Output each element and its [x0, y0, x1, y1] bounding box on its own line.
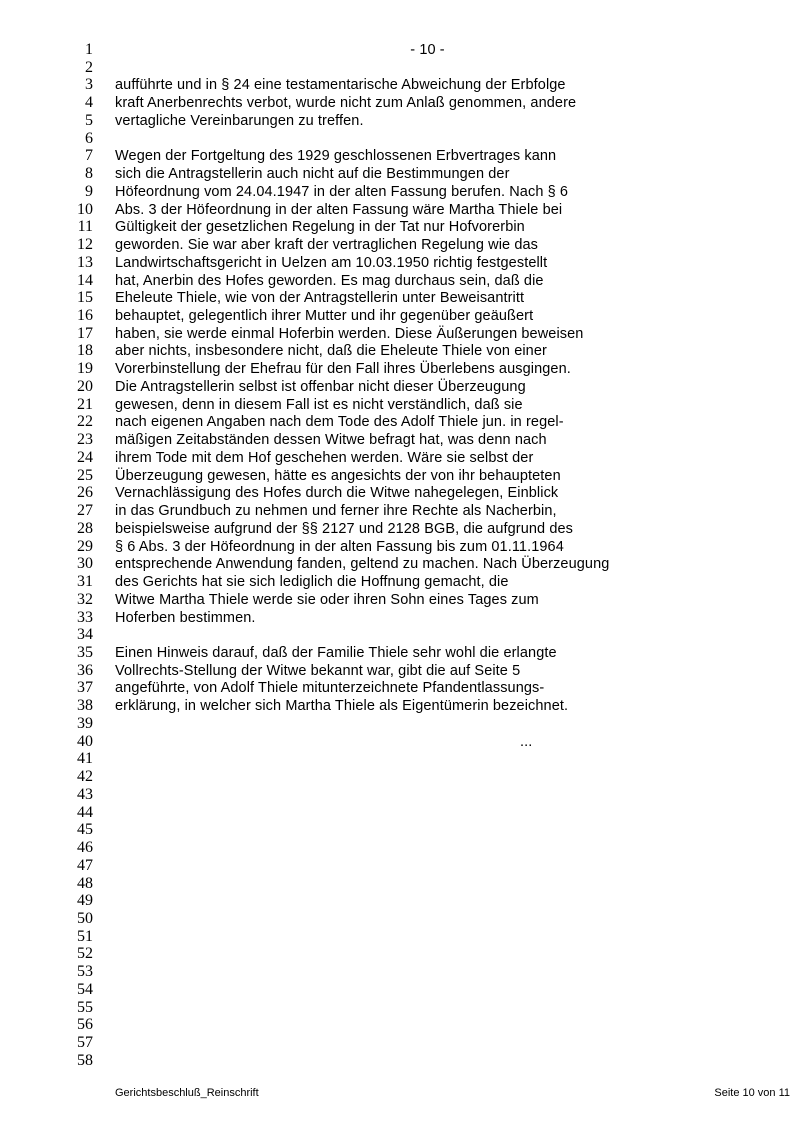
line-text: vertagliche Vereinbarungen zu treffen.: [115, 112, 364, 129]
line-row: [0, 272, 806, 290]
line-row: [0, 609, 806, 627]
line-row: [0, 325, 806, 343]
line-text: - 10 -: [410, 42, 445, 58]
line-row: [0, 183, 806, 201]
line-number: 35: [77, 643, 93, 661]
line-row: [0, 1034, 806, 1052]
line-number: 40: [77, 732, 93, 750]
line-text: aber nichts, insbesondere nicht, daß die Eheleute Thiele von einer: [115, 343, 547, 360]
line-row: [0, 484, 806, 502]
line-number: 8: [85, 165, 93, 183]
page-footer: [115, 1087, 790, 1100]
line-number: 6: [85, 129, 93, 147]
line-number: 21: [77, 395, 93, 413]
line-text: Landwirtschaftsgericht in Uelzen am 10.03.1950 richtig festgestellt: [115, 254, 548, 271]
line-row: [0, 413, 806, 431]
line-text: Eheleute Thiele, wie von der Antragstellerin unter Beweisantritt: [115, 290, 525, 307]
line-row: [0, 236, 806, 254]
line-text: des Gerichts hat sie sich lediglich die Hoffnung gemacht, die: [115, 574, 509, 591]
line-text: Einen Hinweis darauf, daß der Familie Thiele sehr wohl die erlangte: [115, 644, 557, 661]
line-number: 45: [77, 821, 93, 839]
line-text: Witwe Martha Thiele werde sie oder ihren Sohn eines Tages zum: [115, 591, 539, 608]
line-number: 47: [77, 856, 93, 874]
line-number: 44: [77, 803, 93, 821]
line-number: 54: [77, 980, 93, 998]
line-row: [0, 910, 806, 928]
line-number: 38: [77, 697, 93, 715]
line-text: geworden. Sie war aber kraft der vertraglichen Regelung wie das: [115, 237, 538, 254]
line-number: 32: [77, 590, 93, 608]
line-number: 56: [77, 1016, 93, 1034]
line-number: 2: [85, 58, 93, 76]
line-number: 23: [77, 431, 93, 449]
line-row: [0, 94, 806, 112]
line-number: 31: [77, 573, 93, 591]
line-number: 49: [77, 892, 93, 910]
line-number: 5: [85, 111, 93, 129]
line-row: [0, 999, 806, 1017]
line-row: [0, 662, 806, 680]
document-body: [0, 41, 806, 1070]
line-text: nach eigenen Angaben nach dem Tode des Adolf Thiele jun. in regel-: [115, 414, 564, 431]
line-row: [0, 733, 806, 751]
line-row: [0, 289, 806, 307]
line-number: 52: [77, 945, 93, 963]
line-row: [0, 981, 806, 999]
line-row: [0, 112, 806, 130]
line-row: [0, 431, 806, 449]
line-number: 10: [77, 200, 93, 218]
line-number: 37: [77, 679, 93, 697]
line-text: Die Antragstellerin selbst ist offenbar nicht dieser Überzeugung: [115, 378, 526, 395]
line-text: ihrem Tode mit dem Hof geschehen werden. Wäre sie selbst der: [115, 449, 534, 466]
line-row: [0, 750, 806, 768]
line-number: 43: [77, 785, 93, 803]
line-row: [0, 147, 806, 165]
line-number: 17: [77, 324, 93, 342]
line-row: [0, 555, 806, 573]
line-row: [0, 396, 806, 414]
line-row: [0, 786, 806, 804]
line-row: [0, 254, 806, 272]
line-number: 58: [77, 1051, 93, 1069]
line-text: aufführte und in § 24 eine testamentarische Abweichung der Erbfolge: [115, 77, 566, 94]
line-number: 14: [77, 271, 93, 289]
line-row: [0, 342, 806, 360]
line-text: beispielsweise aufgrund der §§ 2127 und 2128 BGB, die aufgrund des: [115, 520, 574, 537]
line-number: 20: [77, 377, 93, 395]
line-row: [0, 768, 806, 786]
line-number: 46: [77, 839, 93, 857]
line-number: 15: [77, 289, 93, 307]
line-text: Gültigkeit der gesetzlichen Regelung in der Tat nur Hofvorerbin: [115, 219, 525, 236]
line-number: 25: [77, 466, 93, 484]
line-row: [0, 892, 806, 910]
line-number: 1: [85, 41, 93, 58]
line-row: [0, 591, 806, 609]
line-number: 53: [77, 963, 93, 981]
line-row: [0, 715, 806, 733]
line-number: 26: [77, 484, 93, 502]
line-number: 19: [77, 360, 93, 378]
line-text: in das Grundbuch zu nehmen und ferner ihre Rechte als Nacherbin,: [115, 503, 557, 520]
line-text: Überzeugung gewesen, hätte es angesichts der von ihr behaupteten: [115, 467, 561, 484]
line-number: 3: [85, 76, 93, 94]
line-row: [0, 945, 806, 963]
line-number: 18: [77, 342, 93, 360]
line-number: 29: [77, 537, 93, 555]
line-number: 50: [77, 909, 93, 927]
line-text: hat, Anerbin des Hofes geworden. Es mag durchaus sein, daß die: [115, 272, 544, 289]
line-row: [0, 201, 806, 219]
line-number: 7: [85, 147, 93, 165]
line-text: Hoferben bestimmen.: [115, 609, 256, 626]
line-number: 41: [77, 750, 93, 768]
line-row: [0, 378, 806, 396]
line-row: [0, 679, 806, 697]
line-number: 39: [77, 714, 93, 732]
line-row: [0, 821, 806, 839]
line-row: [0, 1052, 806, 1070]
line-text: § 6 Abs. 3 der Höfeordnung in der alten Fassung bis zum 01.11.1964: [115, 538, 564, 555]
line-row: [0, 963, 806, 981]
line-row: [0, 875, 806, 893]
line-text: Vollrechts-Stellung der Witwe bekannt war, gibt die auf Seite 5: [115, 662, 521, 679]
line-text: Vernachlässigung des Hofes durch die Witwe nahegelegen, Einblick: [115, 485, 559, 502]
line-text: Höfeordnung vom 24.04.1947 in der alten Fassung berufen. Nach § 6: [115, 183, 569, 200]
line-text: mäßigen Zeitabständen dessen Witwe befragt hat, was denn nach: [115, 432, 547, 449]
line-number: 4: [85, 94, 93, 112]
line-row: [0, 626, 806, 644]
line-number: 55: [77, 998, 93, 1016]
line-row: [0, 573, 806, 591]
footer-page-indicator: Seite 10 von 11: [714, 1087, 790, 1099]
line-number: 48: [77, 874, 93, 892]
line-text: ...: [520, 733, 533, 750]
line-number: 12: [77, 236, 93, 254]
line-row: [0, 839, 806, 857]
line-number: 33: [77, 608, 93, 626]
line-text: sich die Antragstellerin auch nicht auf die Bestimmungen der: [115, 166, 510, 183]
line-number: 30: [77, 555, 93, 573]
line-number: 28: [77, 519, 93, 537]
line-row: [0, 59, 806, 77]
line-text: entsprechende Anwendung fanden, geltend zu machen. Nach Überzeugung: [115, 556, 610, 573]
line-number: 22: [77, 413, 93, 431]
line-row: [0, 130, 806, 148]
line-number: 57: [77, 1034, 93, 1052]
line-row: [0, 307, 806, 325]
line-row: [0, 538, 806, 556]
line-number: 51: [77, 927, 93, 945]
line-row: [0, 520, 806, 538]
line-row: [0, 644, 806, 662]
line-number: 16: [77, 307, 93, 325]
line-number: 13: [77, 253, 93, 271]
line-row: [0, 928, 806, 946]
line-text: Vorerbinstellung der Ehefrau für den Fall ihres Überlebens ausgingen.: [115, 361, 571, 378]
footer-document-name: Gerichtsbeschluß_Reinschrift: [115, 1087, 259, 1099]
line-row: [0, 467, 806, 485]
line-row: [0, 360, 806, 378]
line-number: 34: [77, 626, 93, 644]
line-text: behauptet, gelegentlich ihrer Mutter und ihr gegenüber geäußert: [115, 308, 534, 325]
line-number: 11: [77, 218, 93, 236]
line-row: [0, 502, 806, 520]
line-number: 24: [77, 448, 93, 466]
line-text: erklärung, in welcher sich Martha Thiele als Eigentümerin bezeichnet.: [115, 698, 569, 715]
line-row: [0, 1016, 806, 1034]
line-row: [0, 804, 806, 822]
line-number: 9: [85, 182, 93, 200]
line-row: [0, 857, 806, 875]
line-text: Abs. 3 der Höfeordnung in der alten Fassung wäre Martha Thiele bei: [115, 201, 563, 218]
line-row: [0, 41, 806, 59]
line-row: [0, 697, 806, 715]
line-row: [0, 165, 806, 183]
line-text: Wegen der Fortgeltung des 1929 geschlossenen Erbvertrages kann: [115, 148, 557, 165]
line-row: [0, 76, 806, 94]
line-text: gewesen, denn in diesem Fall ist es nicht verständlich, daß sie: [115, 396, 523, 413]
line-text: angeführte, von Adolf Thiele mitunterzeichnete Pfandentlassungs-: [115, 680, 545, 697]
line-row: [0, 218, 806, 236]
line-row: [0, 449, 806, 467]
line-number: 36: [77, 661, 93, 679]
line-text: haben, sie werde einmal Hoferbin werden. Diese Äußerungen beweisen: [115, 325, 584, 342]
line-text: kraft Anerbenrechts verbot, wurde nicht zum Anlaß genommen, andere: [115, 95, 577, 112]
line-number: 27: [77, 502, 93, 520]
line-number: 42: [77, 768, 93, 786]
